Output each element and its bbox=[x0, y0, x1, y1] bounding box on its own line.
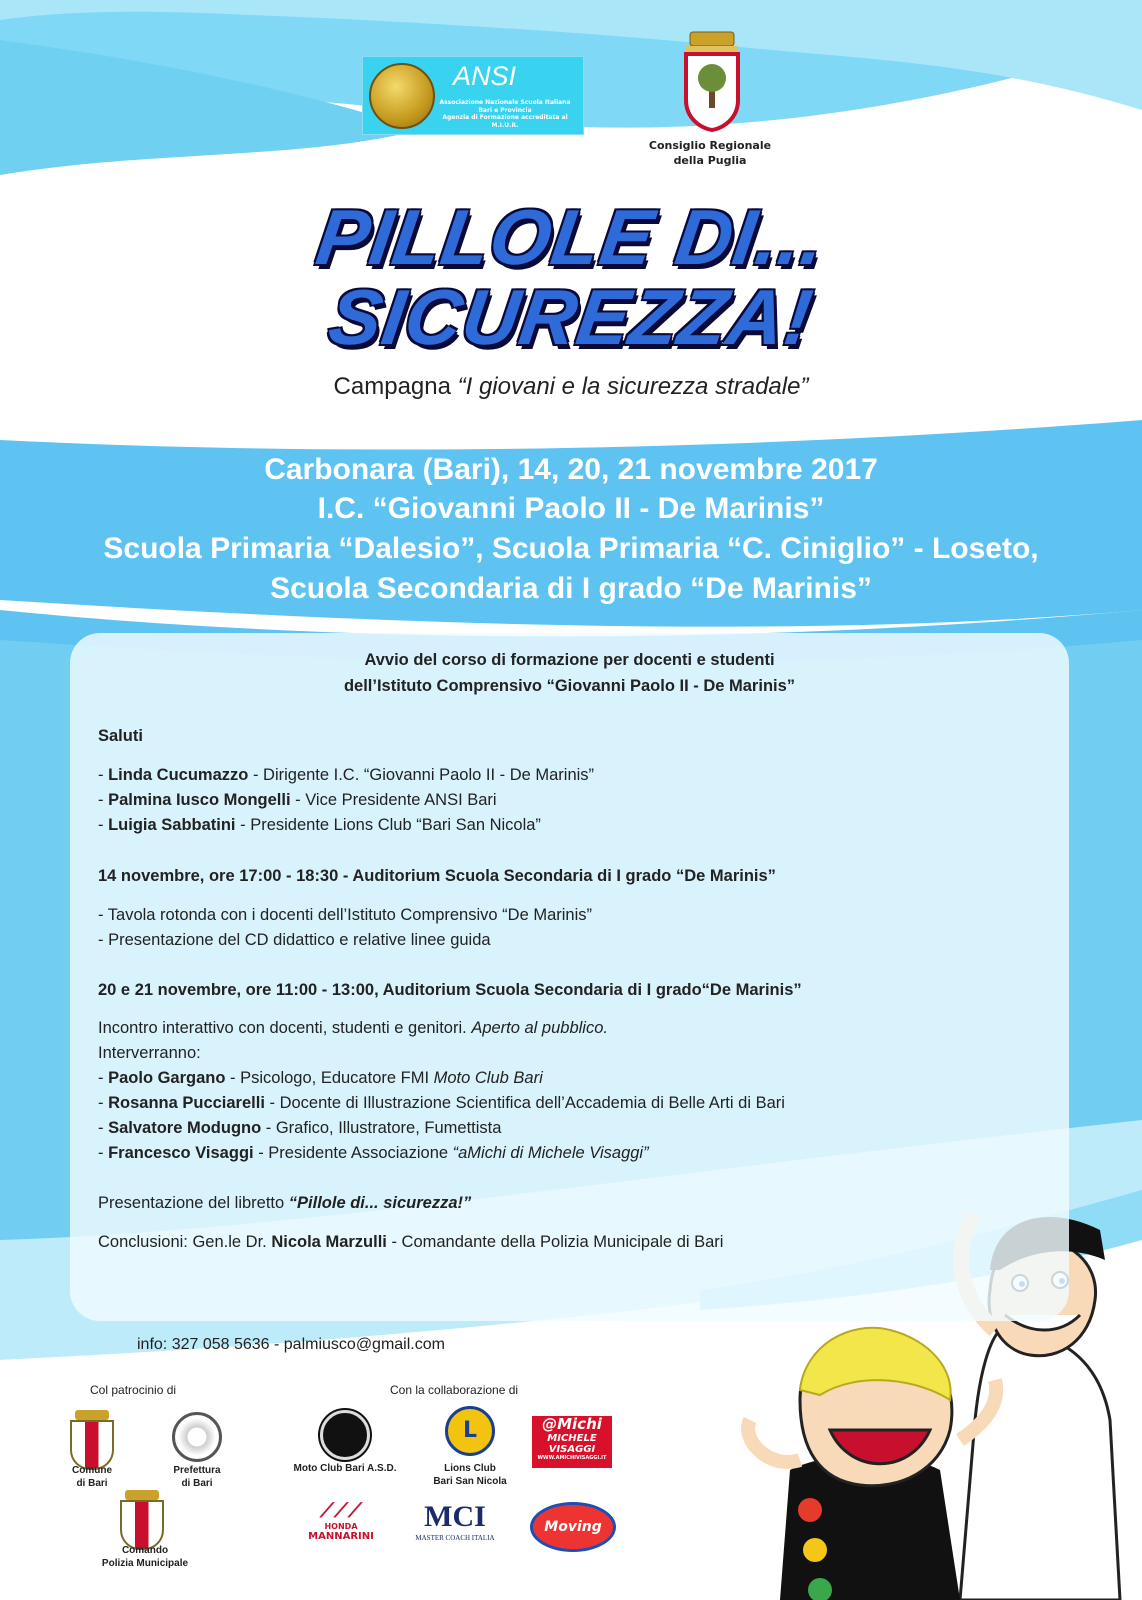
honda-mannarini-logo: ⟋⟋⟋ HONDA MANNARINI bbox=[306, 1498, 376, 1548]
program-intro-2: dell’Istituto Comprensivo “Giovanni Paolo II - De Marinis” bbox=[343, 677, 796, 695]
event-schools-2: Scuola Secondaria di I grado “De Marinis” bbox=[270, 572, 872, 605]
collaborazione-label: Con la collaborazione di bbox=[390, 1383, 519, 1397]
session1-item-2: - Presentazione del CD didattico e relative linee guida bbox=[98, 931, 491, 949]
polizia-municipale-caption: Comando Polizia Municipale bbox=[101, 1545, 189, 1569]
comune-bari-caption: Comune di Bari bbox=[72, 1465, 112, 1489]
polizia-municipale-crest-icon bbox=[120, 1490, 164, 1550]
puglia-crest-icon bbox=[680, 30, 744, 134]
main-title-line-1: PILLOLE DI... bbox=[311, 193, 831, 281]
ansi-logo-name: ANSI bbox=[453, 61, 517, 91]
conclusions: Conclusioni: Gen.le Dr. Nicola Marzulli - Comandante della Polizia Municipale di Bari bbox=[98, 1233, 724, 1251]
prefettura-emblem-icon bbox=[172, 1412, 222, 1462]
contact-info: info: 327 058 5636 - palmiusco@gmail.com bbox=[137, 1336, 445, 1353]
saluti-item-1: - Linda Cucumazzo - Dirigente I.C. “Giovanni Paolo II - De Marinis” bbox=[98, 766, 595, 784]
event-schools-1: Scuola Primaria “Dalesio”, Scuola Primaria “C. Ciniglio” - Loseto, bbox=[103, 532, 1039, 565]
lions-club-logo-icon: L bbox=[445, 1406, 495, 1456]
ansi-medal-icon bbox=[369, 63, 435, 129]
prefettura-caption: Prefettura di Bari bbox=[173, 1465, 221, 1489]
main-title-line-2: SICUREZZA! bbox=[323, 273, 819, 361]
speaker-1: - Paolo Gargano - Psicologo, Educatore FMI Moto Club Bari bbox=[98, 1069, 543, 1087]
speaker-4: - Francesco Visaggi - Presidente Associazione “aMichi di Michele Visaggi” bbox=[98, 1144, 649, 1162]
ansi-logo bbox=[362, 56, 584, 135]
speaker-2: - Rosanna Pucciarelli - Docente di Illustrazione Scientifica dell’Accademia di Belle Arti di Bari bbox=[98, 1094, 785, 1112]
saluti-item-3: - Luigia Sabbatini - Presidente Lions Club “Bari San Nicola” bbox=[98, 816, 541, 834]
comune-bari-crest-icon bbox=[70, 1410, 114, 1470]
region-caption: Consiglio Regionale della Puglia bbox=[648, 139, 772, 167]
session1-heading: 14 novembre, ore 17:00 - 18:30 - Auditorium Scuola Secondaria di I grado “De Marinis” bbox=[98, 867, 776, 885]
lions-club-caption: Lions Club Bari San Nicola bbox=[433, 1463, 507, 1487]
patrocinio-label: Col patrocinio di bbox=[90, 1383, 177, 1397]
program-panel bbox=[70, 633, 1069, 1321]
campaign-subtitle: Campagna “I giovani e la sicurezza stradale” bbox=[333, 373, 809, 400]
event-institute: I.C. “Giovanni Paolo II - De Marinis” bbox=[317, 492, 825, 525]
master-coach-italia-logo: MCI MASTER COACH ITALIA bbox=[415, 1500, 495, 1542]
ansi-logo-subtitle: Associazione Nazionale Scuola Italiana Bari e Provincia Agenzia di Formazione accreditata al M.I.U.R. bbox=[439, 99, 571, 129]
program-intro-1: Avvio del corso di formazione per docenti e studenti bbox=[364, 651, 775, 669]
session2-intro: Incontro interattivo con docenti, studenti e genitori. Aperto al pubblico. bbox=[98, 1019, 608, 1037]
speaker-3: - Salvatore Modugno - Grafico, Illustratore, Fumettista bbox=[98, 1119, 502, 1137]
session2-heading: 20 e 21 novembre, ore 11:00 - 13:00, Auditorium Scuola Secondaria di I grado“De Marinis” bbox=[98, 981, 802, 999]
saluti-item-2: - Palmina Iusco Mongelli - Vice Presidente ANSI Bari bbox=[98, 791, 497, 809]
session2-speakers-label: Interverranno: bbox=[98, 1044, 201, 1062]
booklet-presentation: Presentazione del libretto “Pillole di... sicurezza!” bbox=[98, 1194, 472, 1212]
moving-center-logo: Moving Center bbox=[530, 1502, 616, 1552]
amichi-visaggi-logo: @Michi MICHELE VISAGGI WWW.AMICHIVISAGGI.IT bbox=[532, 1416, 612, 1468]
moto-club-caption: Moto Club Bari A.S.D. bbox=[293, 1463, 397, 1474]
session1-item-1: - Tavola rotonda con i docenti dell’Istituto Comprensivo “De Marinis” bbox=[98, 906, 593, 924]
moto-club-logo-icon bbox=[320, 1410, 370, 1460]
saluti-heading: Saluti bbox=[98, 727, 143, 745]
event-location-dates: Carbonara (Bari), 14, 20, 21 novembre 2017 bbox=[264, 453, 878, 486]
honda-wing-icon: ⟋⟋⟋ bbox=[320, 1498, 362, 1522]
